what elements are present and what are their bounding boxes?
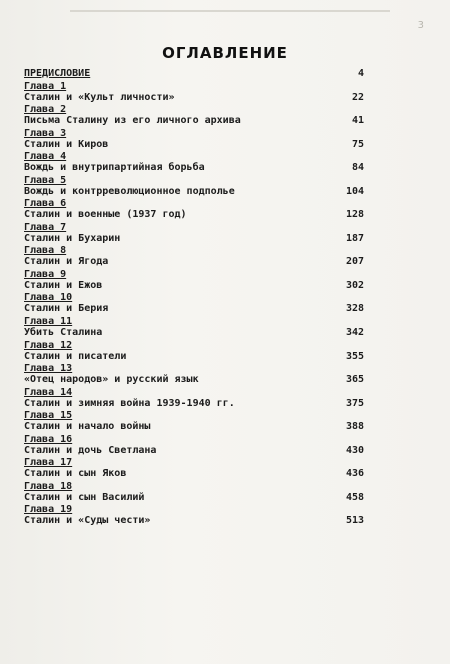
toc-chapter-title: Сталин и «Суды чести» xyxy=(24,515,151,527)
toc-chapter-label: Глава 17 xyxy=(24,457,73,469)
toc-entry xyxy=(24,245,364,267)
toc-chapter-label: Глава 2 xyxy=(24,104,67,116)
toc-entry xyxy=(24,504,364,526)
toc-chapter-title: Убить Сталина xyxy=(24,327,103,339)
toc-chapter-label: Глава 11 xyxy=(24,316,73,328)
toc-page-number: 388 xyxy=(345,421,364,433)
toc-chapter-label: Глава 14 xyxy=(24,386,73,398)
toc-entry xyxy=(24,363,364,385)
table-of-contents xyxy=(24,68,364,528)
toc-chapter-title: Сталин и начало войны xyxy=(24,421,151,433)
toc-chapter-title: «Отец народов» и русский язык xyxy=(24,374,199,386)
toc-page-number: 128 xyxy=(345,209,364,221)
toc-page-number: 187 xyxy=(345,232,364,244)
toc-page-number: 365 xyxy=(345,374,364,386)
page-title: ОГЛАВЛЕНИЕ xyxy=(162,44,288,62)
toc-chapter-label: Глава 6 xyxy=(24,198,67,210)
toc-chapter-title: Сталин и дочь Светлана xyxy=(24,444,157,456)
toc-entry xyxy=(24,292,364,314)
toc-chapter-label: Глава 10 xyxy=(24,292,73,304)
toc-chapter-title: Сталин и зимняя война 1939-1940 гг. xyxy=(24,397,235,409)
toc-entry xyxy=(24,151,364,173)
toc-chapter-label: Глава 19 xyxy=(24,504,73,516)
faded-header-line xyxy=(70,10,390,12)
toc-chapter-label: Глава 7 xyxy=(24,221,67,233)
toc-entry xyxy=(24,340,364,362)
toc-label: ПРЕДИСЛОВИЕ xyxy=(24,68,91,79)
toc-page-number: 342 xyxy=(345,327,364,339)
toc-entry xyxy=(24,387,364,409)
toc-chapter-label: Глава 18 xyxy=(24,480,73,492)
toc-page-number: 302 xyxy=(345,279,364,291)
toc-chapter-title: Письма Сталину из его личного архива xyxy=(24,115,241,127)
toc-entry-intro xyxy=(24,68,364,79)
toc-page-number: 207 xyxy=(345,256,364,268)
toc-page-number: 430 xyxy=(345,444,364,456)
toc-page-number: 75 xyxy=(351,138,364,150)
toc-entry xyxy=(24,175,364,197)
toc-entry xyxy=(24,410,364,432)
toc-entry xyxy=(24,222,364,244)
toc-chapter-title: Сталин и Ягода xyxy=(24,256,109,268)
toc-chapter-label: Глава 15 xyxy=(24,410,73,422)
toc-entry xyxy=(24,128,364,150)
toc-page-number: 436 xyxy=(345,468,364,480)
toc-entry xyxy=(24,81,364,103)
toc-chapter-title: Вождь и внутрипартийная борьба xyxy=(24,162,205,174)
toc-chapter-title: Вождь и контрреволюционное подполье xyxy=(24,185,235,197)
toc-chapter-label: Глава 3 xyxy=(24,127,67,139)
toc-entry xyxy=(24,269,364,291)
toc-chapter-title: Сталин и сын Яков xyxy=(24,468,127,480)
toc-chapter-label: Глава 1 xyxy=(24,80,67,92)
toc-entry xyxy=(24,457,364,479)
toc-entry xyxy=(24,481,364,503)
toc-page-number: 84 xyxy=(351,162,364,174)
toc-page-number: 22 xyxy=(351,91,364,103)
toc-page-number: 328 xyxy=(345,303,364,315)
toc-entry xyxy=(24,434,364,456)
toc-chapter-title: Сталин и Ежов xyxy=(24,279,103,291)
toc-page-number: 355 xyxy=(345,350,364,362)
toc-page-number: 375 xyxy=(345,397,364,409)
toc-chapter-title: Сталин и Бухарин xyxy=(24,232,121,244)
toc-chapter-label: Глава 9 xyxy=(24,268,67,280)
toc-page-number: 513 xyxy=(345,515,364,527)
toc-chapter-list xyxy=(24,81,364,527)
toc-chapter-label: Глава 16 xyxy=(24,433,73,445)
toc-page-number: 4 xyxy=(357,68,364,79)
toc-chapter-label: Глава 4 xyxy=(24,151,67,163)
toc-chapter-label: Глава 5 xyxy=(24,174,67,186)
toc-chapter-title: Сталин и писатели xyxy=(24,350,127,362)
toc-chapter-title: Сталин и Берия xyxy=(24,303,109,315)
toc-chapter-label: Глава 8 xyxy=(24,245,67,257)
toc-page-number: 104 xyxy=(345,185,364,197)
toc-chapter-title: Сталин и военные (1937 год) xyxy=(24,209,187,221)
toc-entry xyxy=(24,198,364,220)
page-corner-mark: 3 xyxy=(417,20,424,31)
toc-chapter-title: Сталин и Киров xyxy=(24,138,109,150)
toc-chapter-label: Глава 12 xyxy=(24,339,73,351)
toc-entry xyxy=(24,316,364,338)
toc-chapter-title: Сталин и «Культ личности» xyxy=(24,91,175,103)
toc-chapter-label: Глава 13 xyxy=(24,363,73,375)
toc-page-number: 41 xyxy=(351,115,364,127)
toc-page-number: 458 xyxy=(345,491,364,503)
toc-entry xyxy=(24,104,364,126)
toc-chapter-title: Сталин и сын Василий xyxy=(24,491,145,503)
